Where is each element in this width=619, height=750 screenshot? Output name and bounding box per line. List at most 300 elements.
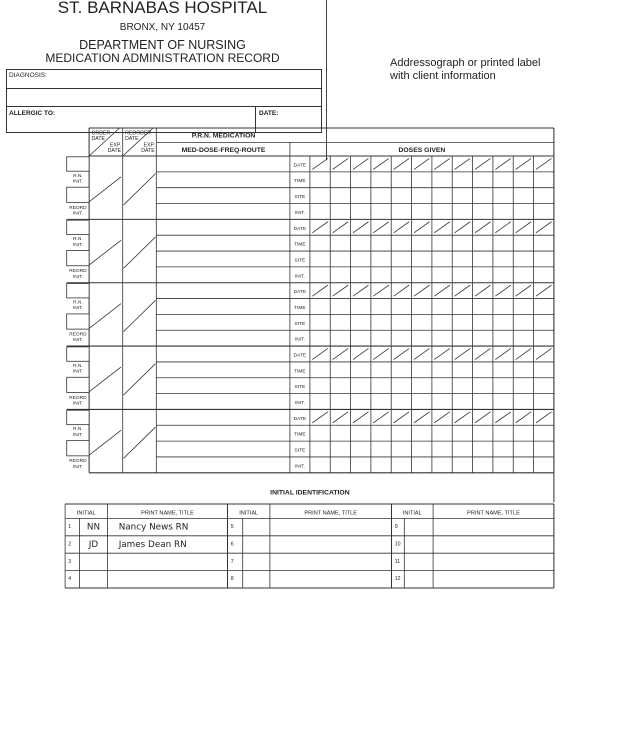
- dose-cell-init[interactable]: [493, 394, 513, 410]
- reorder-date-label: DATE: [125, 136, 139, 142]
- id-name-field[interactable]: [433, 553, 554, 570]
- id-initial-field[interactable]: [243, 553, 270, 570]
- dose-cell-site[interactable]: [310, 188, 330, 204]
- dose-cell-site[interactable]: [452, 251, 472, 267]
- dose-cell-init[interactable]: [432, 267, 452, 283]
- dose-cell-init[interactable]: [310, 330, 330, 346]
- dose-cell-time[interactable]: [391, 172, 411, 188]
- dose-cell-time[interactable]: [452, 425, 472, 441]
- med-dose-freq-route-field[interactable]: [156, 219, 290, 282]
- row-label-date: DATE: [293, 290, 307, 296]
- dose-cell-init[interactable]: [391, 394, 411, 410]
- dose-cell-init[interactable]: [513, 457, 533, 473]
- dose-cell-date[interactable]: [351, 346, 371, 362]
- dose-cell-site[interactable]: [391, 314, 411, 330]
- dose-cell-time[interactable]: [391, 425, 411, 441]
- dose-cell-date[interactable]: [351, 156, 371, 172]
- dose-cell-init[interactable]: [473, 267, 493, 283]
- dose-cell-time[interactable]: [371, 425, 391, 441]
- id-name-field[interactable]: [433, 571, 554, 588]
- reorder-date-field[interactable]: [123, 409, 157, 472]
- rn-initial-box[interactable]: [67, 284, 89, 298]
- dose-cell-date[interactable]: [452, 346, 472, 362]
- dose-cell-time[interactable]: [330, 362, 350, 378]
- med-dose-freq-route-field[interactable]: [156, 409, 290, 472]
- dose-cell-date[interactable]: [432, 156, 452, 172]
- dose-cell-site[interactable]: [412, 188, 432, 204]
- dose-cell-site[interactable]: [310, 378, 330, 394]
- dose-cell-time[interactable]: [371, 362, 391, 378]
- dose-cell-init[interactable]: [452, 330, 472, 346]
- id-name-field[interactable]: [433, 536, 554, 553]
- dose-cell-site[interactable]: [473, 441, 493, 457]
- row-label-date: DATE: [293, 416, 307, 422]
- rn-init-label: R.N.: [73, 173, 83, 179]
- dose-cell-init[interactable]: [371, 204, 391, 220]
- reorder-initial-box[interactable]: [67, 251, 89, 266]
- dose-cell-time[interactable]: [473, 362, 493, 378]
- dose-cell-time[interactable]: [412, 299, 432, 315]
- dose-cell-init[interactable]: [493, 330, 513, 346]
- id-name-field[interactable]: [270, 518, 392, 535]
- reord-init-label: INIT.: [72, 211, 83, 217]
- id-initial-field[interactable]: [404, 571, 433, 588]
- dose-cell-time[interactable]: [493, 172, 513, 188]
- dose-cell-date[interactable]: [513, 219, 533, 235]
- dose-cell-init[interactable]: [534, 267, 554, 283]
- dose-cell-date[interactable]: [371, 156, 391, 172]
- dose-cell-init[interactable]: [473, 204, 493, 220]
- dose-cell-date[interactable]: [534, 409, 554, 425]
- rn-init-label: INIT.: [72, 369, 83, 375]
- dose-cell-init[interactable]: [330, 457, 350, 473]
- dose-cell-site[interactable]: [493, 188, 513, 204]
- dose-cell-init[interactable]: [432, 204, 452, 220]
- label-text-line1: Addressograph or printed label: [390, 57, 541, 69]
- dose-cell-site[interactable]: [371, 188, 391, 204]
- dose-cell-site[interactable]: [432, 441, 452, 457]
- dose-cell-time[interactable]: [452, 235, 472, 251]
- dose-cell-site[interactable]: [513, 188, 533, 204]
- dose-cell-init[interactable]: [432, 457, 452, 473]
- dose-cell-init[interactable]: [513, 330, 533, 346]
- id-name-field[interactable]: [270, 553, 392, 570]
- dose-cell-time[interactable]: [310, 235, 330, 251]
- dose-cell-init[interactable]: [330, 204, 350, 220]
- dose-cell-init[interactable]: [493, 457, 513, 473]
- dose-cell-site[interactable]: [534, 251, 554, 267]
- dose-cell-site[interactable]: [351, 188, 371, 204]
- dose-cell-time[interactable]: [351, 299, 371, 315]
- dose-cell-time[interactable]: [534, 299, 554, 315]
- dose-cell-site[interactable]: [310, 314, 330, 330]
- dose-cell-time[interactable]: [371, 299, 391, 315]
- dose-cell-time[interactable]: [432, 235, 452, 251]
- dose-cell-date[interactable]: [432, 346, 452, 362]
- dose-cell-date[interactable]: [412, 156, 432, 172]
- dose-cell-init[interactable]: [310, 204, 330, 220]
- dose-cell-date[interactable]: [371, 283, 391, 299]
- dose-cell-site[interactable]: [473, 188, 493, 204]
- dose-cell-date[interactable]: [371, 409, 391, 425]
- dose-cell-time[interactable]: [412, 425, 432, 441]
- dose-cell-init[interactable]: [473, 330, 493, 346]
- med-dose-freq-route-field[interactable]: [156, 156, 290, 219]
- dose-cell-site[interactable]: [351, 441, 371, 457]
- dose-cell-time[interactable]: [310, 425, 330, 441]
- dose-cell-init[interactable]: [310, 267, 330, 283]
- id-initial-field[interactable]: [80, 553, 108, 570]
- dose-cell-time[interactable]: [473, 172, 493, 188]
- dose-cell-init[interactable]: [391, 330, 411, 346]
- dose-cell-time[interactable]: [330, 235, 350, 251]
- dose-cell-date[interactable]: [330, 409, 350, 425]
- dose-cell-init[interactable]: [351, 330, 371, 346]
- dose-cell-site[interactable]: [513, 314, 533, 330]
- dose-cell-init[interactable]: [513, 204, 533, 220]
- dose-cell-site[interactable]: [310, 441, 330, 457]
- id-row-number: 6: [230, 541, 234, 548]
- dose-cell-date[interactable]: [534, 346, 554, 362]
- dose-cell-init[interactable]: [371, 267, 391, 283]
- dose-cell-date[interactable]: [513, 346, 533, 362]
- dose-cell-date[interactable]: [330, 283, 350, 299]
- dose-cell-init[interactable]: [351, 394, 371, 410]
- dose-cell-date[interactable]: [432, 283, 452, 299]
- dose-cell-date[interactable]: [310, 409, 330, 425]
- id-name-field[interactable]: [108, 571, 228, 588]
- dose-cell-site[interactable]: [371, 314, 391, 330]
- dose-cell-time[interactable]: [473, 235, 493, 251]
- dose-cell-init[interactable]: [330, 267, 350, 283]
- reorder-initial-box[interactable]: [67, 187, 89, 202]
- dose-cell-date[interactable]: [534, 283, 554, 299]
- dose-cell-date[interactable]: [412, 346, 432, 362]
- id-initial-field[interactable]: [404, 536, 433, 553]
- dose-cell-site[interactable]: [391, 188, 411, 204]
- dose-cell-site[interactable]: [351, 251, 371, 267]
- id-name-field[interactable]: [433, 518, 554, 535]
- dose-cell-site[interactable]: [371, 378, 391, 394]
- dose-cell-init[interactable]: [391, 457, 411, 473]
- dose-cell-site[interactable]: [432, 251, 452, 267]
- dose-cell-site[interactable]: [534, 188, 554, 204]
- dose-cell-time[interactable]: [412, 235, 432, 251]
- hospital-address: BRONX, NY 10457: [119, 22, 206, 33]
- dose-cell-site[interactable]: [371, 251, 391, 267]
- dose-cell-site[interactable]: [432, 314, 452, 330]
- dose-cell-time[interactable]: [513, 425, 533, 441]
- dose-cell-time[interactable]: [473, 299, 493, 315]
- dose-cell-init[interactable]: [473, 457, 493, 473]
- dose-cell-time[interactable]: [432, 425, 452, 441]
- dose-cell-site[interactable]: [493, 314, 513, 330]
- dose-cell-date[interactable]: [452, 283, 472, 299]
- dose-cell-date[interactable]: [412, 219, 432, 235]
- dose-cell-site[interactable]: [330, 314, 350, 330]
- dose-cell-date[interactable]: [412, 283, 432, 299]
- order-date-field[interactable]: [89, 156, 123, 219]
- dose-cell-init[interactable]: [412, 267, 432, 283]
- dose-cell-time[interactable]: [452, 362, 472, 378]
- dose-cell-time[interactable]: [351, 235, 371, 251]
- dose-cell-time[interactable]: [452, 299, 472, 315]
- dose-cell-init[interactable]: [432, 394, 452, 410]
- dose-cell-init[interactable]: [330, 330, 350, 346]
- rn-initial-box[interactable]: [67, 157, 89, 171]
- id-initial-field[interactable]: [404, 553, 433, 570]
- dose-cell-date[interactable]: [493, 346, 513, 362]
- rn-initial-box[interactable]: [67, 410, 89, 424]
- med-dose-freq-route-field[interactable]: [156, 346, 290, 409]
- dose-cell-date[interactable]: [330, 156, 350, 172]
- dose-cell-date[interactable]: [330, 219, 350, 235]
- dose-cell-time[interactable]: [330, 299, 350, 315]
- dose-cell-site[interactable]: [432, 378, 452, 394]
- dose-cell-date[interactable]: [412, 409, 432, 425]
- dose-cell-time[interactable]: [534, 172, 554, 188]
- dose-cell-time[interactable]: [493, 299, 513, 315]
- dose-cell-time[interactable]: [391, 362, 411, 378]
- dose-cell-time[interactable]: [412, 362, 432, 378]
- dose-cell-site[interactable]: [513, 441, 533, 457]
- dose-cell-time[interactable]: [330, 172, 350, 188]
- dose-cell-site[interactable]: [493, 251, 513, 267]
- dose-cell-time[interactable]: [513, 299, 533, 315]
- dose-cell-init[interactable]: [534, 394, 554, 410]
- dose-cell-init[interactable]: [330, 394, 350, 410]
- dose-cell-site[interactable]: [493, 441, 513, 457]
- order-date-field[interactable]: [89, 409, 123, 472]
- dose-cell-init[interactable]: [391, 267, 411, 283]
- dose-cell-date[interactable]: [432, 409, 452, 425]
- dose-cell-date[interactable]: [391, 219, 411, 235]
- id-name-field[interactable]: [270, 571, 392, 588]
- order-date-field[interactable]: [89, 219, 123, 282]
- dose-cell-time[interactable]: [351, 425, 371, 441]
- dose-cell-site[interactable]: [351, 314, 371, 330]
- order-date-field[interactable]: [89, 283, 123, 346]
- dose-cell-date[interactable]: [473, 283, 493, 299]
- dose-cell-date[interactable]: [473, 346, 493, 362]
- dose-cell-date[interactable]: [534, 219, 554, 235]
- rn-init-label: R.N.: [73, 363, 83, 369]
- dose-cell-site[interactable]: [391, 378, 411, 394]
- dose-cell-date[interactable]: [391, 156, 411, 172]
- dose-cell-date[interactable]: [371, 219, 391, 235]
- dose-cell-time[interactable]: [351, 362, 371, 378]
- dose-cell-site[interactable]: [513, 251, 533, 267]
- dose-cell-date[interactable]: [513, 409, 533, 425]
- row-label-site: SITE: [294, 321, 306, 327]
- id-initial-field[interactable]: [243, 536, 270, 553]
- id-initial-field[interactable]: [80, 571, 108, 588]
- dose-cell-init[interactable]: [371, 330, 391, 346]
- dose-cell-date[interactable]: [432, 219, 452, 235]
- dose-cell-date[interactable]: [391, 283, 411, 299]
- dose-cell-date[interactable]: [310, 156, 330, 172]
- rn-initial-box[interactable]: [67, 220, 89, 234]
- row-label-init: INIT.: [294, 337, 305, 343]
- dose-cell-site[interactable]: [452, 378, 472, 394]
- dose-cell-site[interactable]: [432, 188, 452, 204]
- dose-cell-site[interactable]: [310, 251, 330, 267]
- id-initial-field[interactable]: [243, 518, 270, 535]
- dose-cell-time[interactable]: [371, 172, 391, 188]
- dose-cell-date[interactable]: [310, 346, 330, 362]
- dose-cell-time[interactable]: [351, 172, 371, 188]
- dose-cell-time[interactable]: [432, 172, 452, 188]
- dose-cell-time[interactable]: [391, 299, 411, 315]
- dose-cell-site[interactable]: [473, 314, 493, 330]
- dose-cell-date[interactable]: [310, 283, 330, 299]
- dose-cell-init[interactable]: [534, 330, 554, 346]
- dose-cell-site[interactable]: [412, 441, 432, 457]
- dose-cell-date[interactable]: [493, 409, 513, 425]
- dose-cell-date[interactable]: [351, 283, 371, 299]
- dose-cell-time[interactable]: [412, 172, 432, 188]
- dose-cell-site[interactable]: [391, 441, 411, 457]
- dose-cell-date[interactable]: [452, 409, 472, 425]
- dose-cell-time[interactable]: [534, 362, 554, 378]
- reorder-initial-box[interactable]: [67, 441, 89, 456]
- dose-cell-init[interactable]: [351, 204, 371, 220]
- dose-cell-site[interactable]: [493, 378, 513, 394]
- reorder-initial-box[interactable]: [67, 377, 89, 392]
- dose-cell-date[interactable]: [391, 346, 411, 362]
- dose-cell-init[interactable]: [412, 330, 432, 346]
- dose-cell-site[interactable]: [452, 314, 472, 330]
- id-initial-field[interactable]: [243, 571, 270, 588]
- dose-cell-date[interactable]: [452, 219, 472, 235]
- dose-cell-init[interactable]: [513, 394, 533, 410]
- reorder-date-field[interactable]: [123, 156, 157, 219]
- dose-cell-site[interactable]: [351, 378, 371, 394]
- dose-cell-date[interactable]: [493, 219, 513, 235]
- dose-cell-time[interactable]: [452, 172, 472, 188]
- dose-cell-date[interactable]: [493, 283, 513, 299]
- reorder-date-field[interactable]: [123, 283, 157, 346]
- prn-medication-title: P.R.N. MEDICATION: [191, 132, 256, 140]
- dose-cell-init[interactable]: [371, 457, 391, 473]
- dose-cell-init[interactable]: [371, 394, 391, 410]
- dose-cell-init[interactable]: [534, 457, 554, 473]
- dose-cell-time[interactable]: [310, 299, 330, 315]
- id-name-field[interactable]: [108, 553, 228, 570]
- dose-cell-init[interactable]: [432, 330, 452, 346]
- dose-cell-time[interactable]: [493, 362, 513, 378]
- dose-cell-init[interactable]: [412, 457, 432, 473]
- rn-init-label: R.N.: [73, 237, 83, 243]
- dose-cell-date[interactable]: [330, 346, 350, 362]
- id-initial-field[interactable]: [404, 518, 433, 535]
- dose-cell-date[interactable]: [391, 409, 411, 425]
- dose-cell-time[interactable]: [432, 299, 452, 315]
- dose-cell-init[interactable]: [310, 457, 330, 473]
- dose-cell-time[interactable]: [473, 425, 493, 441]
- dose-cell-date[interactable]: [473, 156, 493, 172]
- dose-cell-date[interactable]: [371, 346, 391, 362]
- dose-cell-init[interactable]: [452, 267, 472, 283]
- dose-cell-site[interactable]: [534, 378, 554, 394]
- dose-cell-time[interactable]: [391, 235, 411, 251]
- order-date-field[interactable]: [89, 346, 123, 409]
- dose-cell-init[interactable]: [452, 204, 472, 220]
- dose-cell-time[interactable]: [513, 172, 533, 188]
- dose-cell-site[interactable]: [412, 378, 432, 394]
- dose-cell-time[interactable]: [513, 235, 533, 251]
- dose-cell-time[interactable]: [310, 362, 330, 378]
- dose-cell-site[interactable]: [330, 441, 350, 457]
- dose-cell-site[interactable]: [391, 251, 411, 267]
- dose-cell-site[interactable]: [513, 378, 533, 394]
- dose-cell-time[interactable]: [310, 172, 330, 188]
- reorder-initial-box[interactable]: [67, 314, 89, 329]
- dose-cell-date[interactable]: [473, 219, 493, 235]
- dose-cell-site[interactable]: [452, 441, 472, 457]
- dose-cell-date[interactable]: [310, 219, 330, 235]
- dose-cell-site[interactable]: [330, 251, 350, 267]
- dose-cell-init[interactable]: [412, 394, 432, 410]
- dose-cell-site[interactable]: [534, 314, 554, 330]
- dose-cell-date[interactable]: [473, 409, 493, 425]
- rn-initial-box[interactable]: [67, 347, 89, 361]
- dose-cell-time[interactable]: [513, 362, 533, 378]
- id-name-field[interactable]: [270, 536, 392, 553]
- dose-cell-date[interactable]: [513, 156, 533, 172]
- dose-cell-init[interactable]: [473, 394, 493, 410]
- dose-cell-time[interactable]: [493, 425, 513, 441]
- dose-cell-site[interactable]: [452, 188, 472, 204]
- dose-cell-init[interactable]: [310, 394, 330, 410]
- dose-cell-site[interactable]: [330, 378, 350, 394]
- dose-cell-site[interactable]: [330, 188, 350, 204]
- dose-cell-time[interactable]: [371, 235, 391, 251]
- dose-cell-init[interactable]: [534, 204, 554, 220]
- dose-cell-site[interactable]: [534, 441, 554, 457]
- dose-cell-init[interactable]: [391, 204, 411, 220]
- dose-cell-date[interactable]: [534, 156, 554, 172]
- dose-cell-site[interactable]: [473, 378, 493, 394]
- dose-cell-date[interactable]: [452, 156, 472, 172]
- dose-cell-init[interactable]: [452, 457, 472, 473]
- dose-cell-time[interactable]: [534, 235, 554, 251]
- dose-cell-site[interactable]: [473, 251, 493, 267]
- dose-cell-time[interactable]: [493, 235, 513, 251]
- dose-cell-time[interactable]: [534, 425, 554, 441]
- dose-cell-date[interactable]: [351, 219, 371, 235]
- dose-cell-time[interactable]: [432, 362, 452, 378]
- dose-cell-date[interactable]: [513, 283, 533, 299]
- dose-cell-init[interactable]: [412, 204, 432, 220]
- dose-cell-init[interactable]: [452, 394, 472, 410]
- dose-cell-init[interactable]: [493, 267, 513, 283]
- dose-cell-init[interactable]: [351, 267, 371, 283]
- dose-cell-site[interactable]: [412, 314, 432, 330]
- dose-cell-init[interactable]: [351, 457, 371, 473]
- reorder-date-field[interactable]: [123, 346, 157, 409]
- dose-cell-date[interactable]: [493, 156, 513, 172]
- reorder-date-field[interactable]: [123, 219, 157, 282]
- dose-cell-time[interactable]: [330, 425, 350, 441]
- dose-cell-date[interactable]: [351, 409, 371, 425]
- dose-cell-init[interactable]: [493, 204, 513, 220]
- id-row-number: 7: [230, 558, 234, 565]
- dose-cell-site[interactable]: [412, 251, 432, 267]
- med-dose-freq-route-field[interactable]: [156, 283, 290, 346]
- dose-cell-init[interactable]: [513, 267, 533, 283]
- dose-cell-site[interactable]: [371, 441, 391, 457]
